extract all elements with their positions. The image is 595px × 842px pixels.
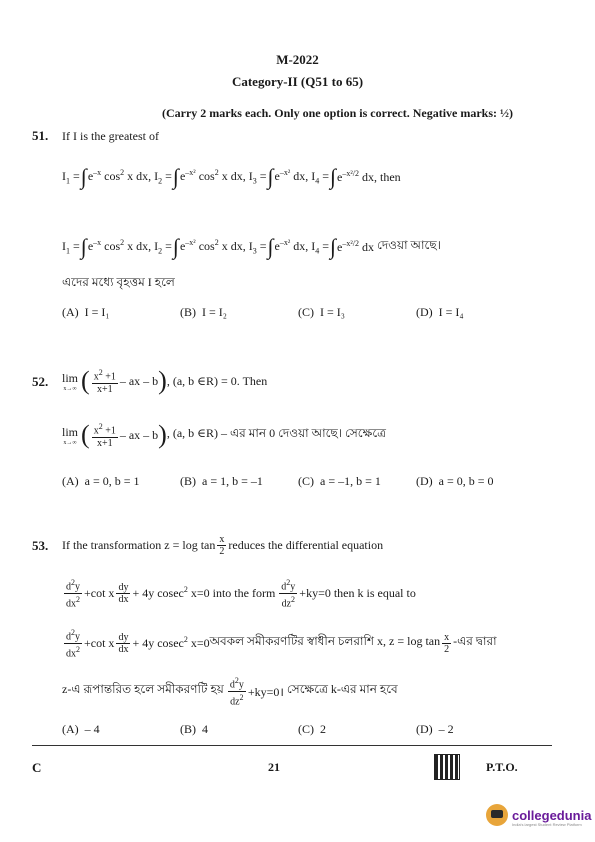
- q53-option-d: (D) – 2: [416, 722, 454, 736]
- q51-option-c: (C) I = I₃: [298, 305, 345, 319]
- q52-cond-en: , (a, b ∈R) = 0. Then: [166, 373, 268, 388]
- footer-right: P.T.O.: [486, 760, 518, 774]
- q52-option-b: (B) a = 1, b = –1: [180, 474, 263, 488]
- q53-equation-en: $\frac{d^2y}{dx^2}$ +cot x $\frac{dy}{dx}$ + 4y cosec$^2$ x=0 into the form $\frac{d^2y}{dz^2}$ +ky=0 then k is equal to: [66, 578, 416, 609]
- q51-stem-bn: এদের মধ্যে বৃহত্তম I হলে: [62, 275, 175, 289]
- q52-cond-bn: , (a, b ∈R) – এর মান 0 দেওয়া আছে। সেক্ষেত্রে: [166, 426, 386, 440]
- footer-divider: [32, 745, 552, 746]
- q51-given-bn: দেওয়া আছে।: [377, 238, 441, 252]
- q52-limit-en: lim x→∞ ( $\frac{x^2 +1}{x+1}$ – ax – b ) , (a, b ∈R) = 0. Then: [62, 366, 268, 395]
- footer-left: C: [32, 760, 42, 775]
- q51-option-d: (D) I = I₄: [416, 305, 464, 319]
- q51-integrals-en: $I_1$ = ∫ $e^{-x}$ $\cos^2 x$ dx, $I_2$ = ∫ $e^{-x^2}$ $\cos^2 x$ dx, $I_3$ = ∫ $e^{-x^2}$ dx, $I_4$ = ∫ $e^{-x^2/2}$ dx , then: [62, 164, 401, 189]
- q53-number: 53.: [32, 538, 49, 553]
- q51-number: 51.: [32, 128, 49, 143]
- q52-option-c: (C) a = –1, b = 1: [298, 474, 381, 488]
- q53-stem: If the transformation z = log tan $\frac{x}{2}$ reduces the differential equation: [62, 533, 384, 557]
- q52-limit-bn: lim x→∞ ( $\frac{x^2 +1}{x+1}$ – ax – b ) , (a, b ∈R) – এর মান 0 দেওয়া আছে। সেক্ষেত্রে: [62, 420, 386, 449]
- q52-option-d: (D) a = 0, b = 0: [416, 474, 494, 488]
- q53-transformed-bn: z-এ রূপান্তরিত হলে সমীকরণটি হয় $\frac{d^2y}{dz^2}$ +ky=0। সেক্ষেত্রে k-এর মান হবে: [62, 676, 398, 707]
- q52-option-a: (A) a = 0, b = 1: [62, 474, 140, 488]
- q53-equation-bn: $\frac{d^2y}{dx^2}$ +cot x $\frac{dy}{dx}$ + 4y cosec$^2$ x=0 অবকল সমীকরণটির স্বাধীন চলরাশি x, z = log tan $\frac{x}{2}$ -এর দ্বারা: [66, 628, 497, 659]
- q51-option-a: (A) I = I₁: [62, 305, 110, 319]
- q52-number: 52.: [32, 374, 49, 389]
- collegedunia-logo: collegedunia India's largest Student Review Platform: [486, 804, 591, 826]
- page-number: 21: [268, 760, 280, 774]
- q51-option-b: (B) I = I₂: [180, 305, 227, 319]
- instructions: (Carry 2 marks each. Only one option is correct. Negative marks: ½): [161, 106, 514, 120]
- q53-option-a: (A) – 4: [62, 722, 100, 736]
- q53-option-b: (B) 4: [180, 722, 208, 736]
- q51-stem-en: If I is the greatest of: [62, 129, 159, 143]
- q51-integrals-bn: $I_1$ = ∫ $e^{-x}$ $\cos^2 x$ dx, $I_2$ = ∫ $e^{-x^2}$ $\cos^2 x$ dx, $I_3$ = ∫ $e^{-x^2}$ dx, $I_4$ = ∫ $e^{-x^2/2}$ dx দেওয়া আছে।: [62, 234, 441, 259]
- q53-option-c: (C) 2: [298, 722, 326, 736]
- exam-code: M-2022: [276, 52, 319, 67]
- category-title: Category-II (Q51 to 65): [231, 74, 364, 89]
- q51-then: , then: [374, 169, 401, 184]
- logo-icon: [486, 804, 508, 826]
- qr-code-icon: [434, 754, 460, 780]
